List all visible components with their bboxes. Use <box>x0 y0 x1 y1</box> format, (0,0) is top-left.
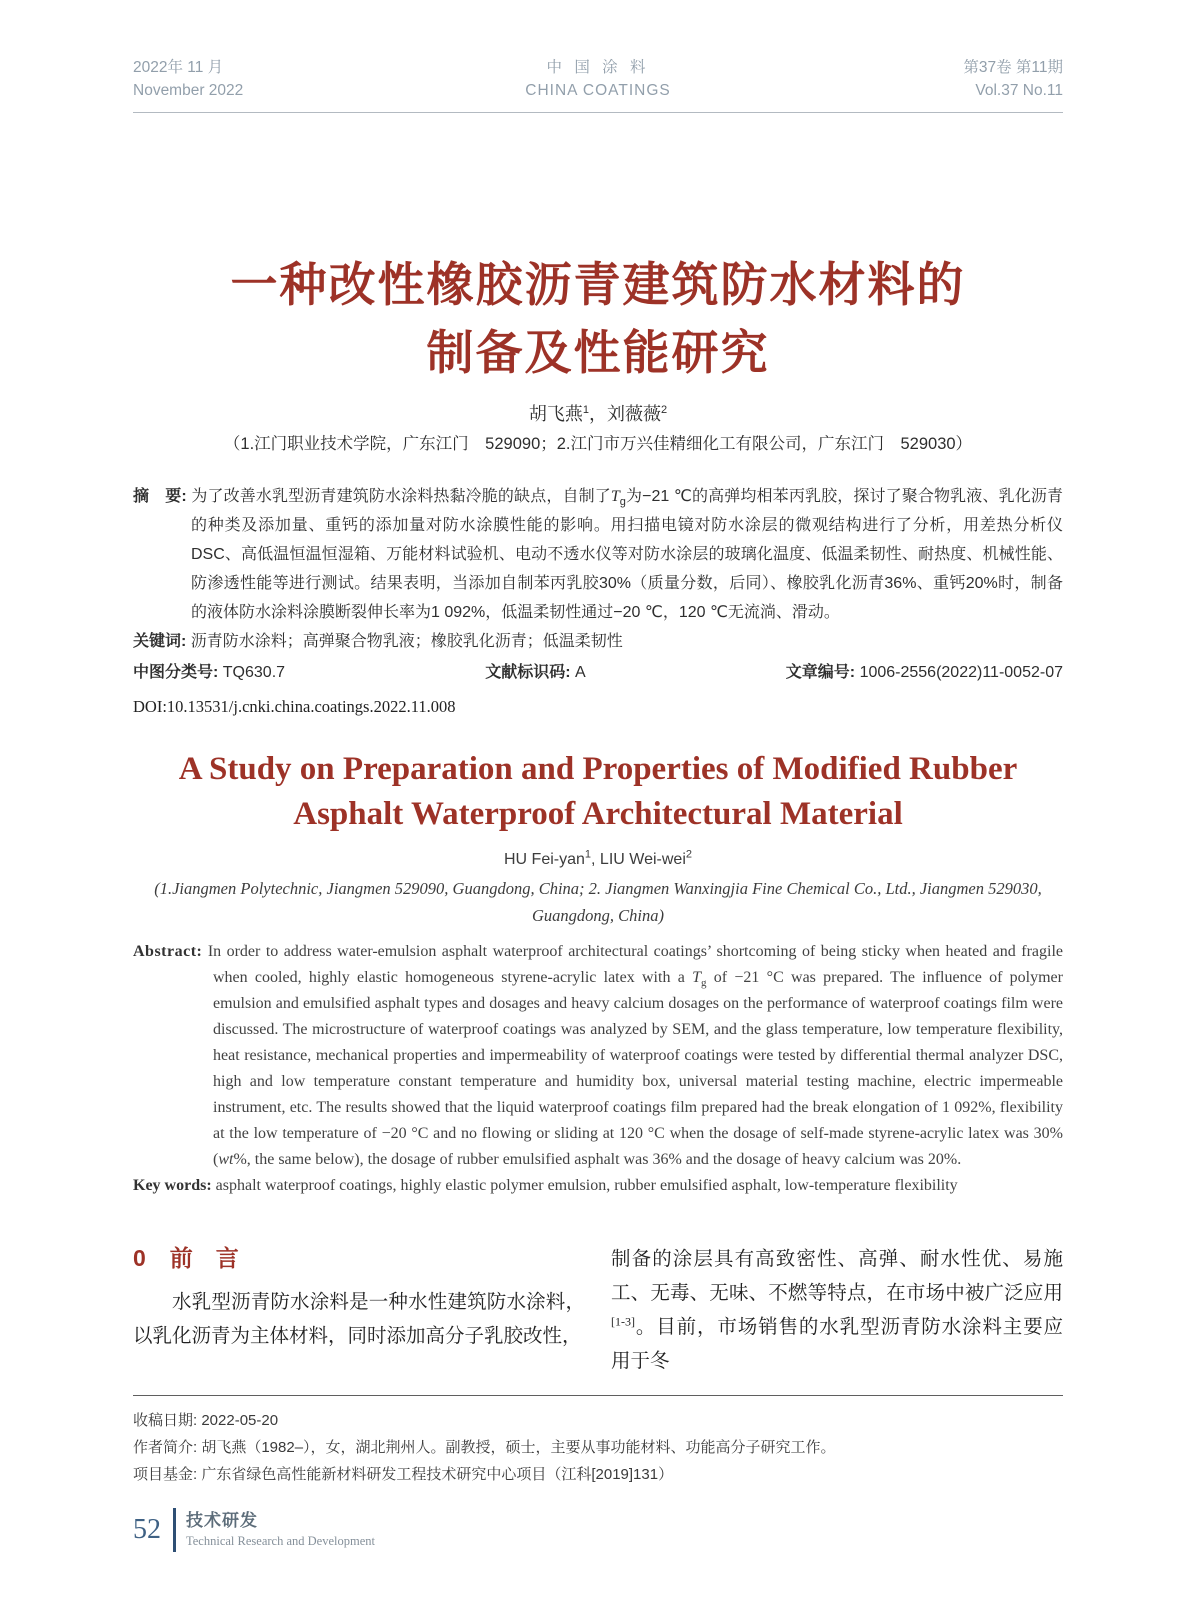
author-cn-1: 胡飞燕 <box>528 404 583 424</box>
document-code <box>485 661 585 685</box>
article-title-cn <box>133 251 1063 387</box>
article-id <box>786 661 1063 685</box>
header-journal-name <box>443 56 753 102</box>
article-id-label: 文章编号: <box>785 664 860 681</box>
footnotes <box>133 1395 1063 1488</box>
abstract-cn <box>133 482 1063 627</box>
clc-label: 中图分类号: <box>133 664 223 681</box>
authors-cn <box>133 403 1063 425</box>
keywords-en-label: Key words: <box>133 1177 216 1194</box>
abstract-cn-text-1: 为了改善水乳型沥青建筑防水涂料热黏冷脆的缺点，自制了 <box>191 488 611 505</box>
author-cn-1-affmark: 1 <box>582 404 589 416</box>
intro-right-column <box>611 1243 1063 1379</box>
section-0-title: 前 言 <box>169 1245 239 1271</box>
header-issue-cn: 第37卷 第11期 <box>963 59 1063 76</box>
tg-symbol: T <box>610 488 620 505</box>
author-en-2: LIU Wei-wei <box>599 851 686 868</box>
journal-name-cn: 中 国 涂 料 <box>546 59 650 76</box>
abstract-en <box>133 939 1063 1173</box>
abstract-en-text-1: In order to address water-emulsion asphalt waterproof architectural coatings’ shortcoming of being sticky when heated and fragile when cooled, highly elastic homogeneous styrene-acrylic latex with a <box>207 943 1063 986</box>
intro-paragraph-right <box>611 1243 1063 1379</box>
footer-column-name <box>186 1511 375 1549</box>
keywords-en <box>133 1173 1063 1199</box>
section-0-number: 0 <box>133 1245 146 1271</box>
journal-name-en: CHINA COATINGS <box>525 82 671 99</box>
intro-paragraph-left: 水乳型沥青防水涂料是一种水性建筑防水涂料，以乳化沥青为主体材料，同时添加高分子乳胶改性， <box>133 1292 585 1347</box>
tg-subscript-en: g <box>701 977 707 990</box>
article-title-cn-line2: 制备及性能研究 <box>426 326 770 379</box>
page-footer <box>133 1508 1063 1552</box>
abstract-cn-label: 摘 要: <box>133 488 187 505</box>
abstract-en-label: Abstract: <box>133 943 203 960</box>
wt-symbol: wt <box>218 1151 234 1168</box>
article-title-en-line1: A Study on Preparation and Properties of Modified Rubber <box>178 751 1018 787</box>
footnote-received-date: 收稿日期: 2022-05-20 <box>133 1412 279 1429</box>
author-cn-2: 刘薇薇 <box>607 404 661 424</box>
intro-right-text-2: 。目前，市场销售的水乳型沥青防水涂料主要应用于冬 <box>611 1317 1063 1372</box>
clc-number <box>133 661 285 685</box>
tg-symbol-en: T <box>692 969 701 986</box>
header-issue-en: Vol.37 No.11 <box>975 82 1063 99</box>
abstract-en-text-2: of −21 °C was prepared. The influence of polymer emulsion and emulsified asphalt types and dosages and heavy calcium dosages on the performance of waterproof coatings film were discussed. The microstructure of waterproof coatings was analyzed by SEM, and the glass temperature, low temperature flexibility, heat resistance, mechanical properties and impermeability of waterproof coatings were tested by differential thermal analyzer DSC, high and low temperature constant temperature and humidity box, universal material testing machine, electric impermeable instrument, etc. The results showed that the liquid waterproof coatings film prepared had the break elongation of 1 092%, flexibility at the low temperature of −20 °C and no flowing or sliding at 120 °C when the dosage of self-made styrene-acrylic latex was 30% ( <box>213 969 1063 1168</box>
doi: DOI:10.13531/j.cnki.china.coatings.2022.11.008 <box>133 697 456 716</box>
authors-en-separator: , <box>591 851 600 868</box>
footer-column-en: Technical Research and Development <box>186 1534 375 1548</box>
header-date-en: November 2022 <box>133 82 244 99</box>
authors-en <box>133 849 1063 871</box>
abstract-en-text-3: %, the same below), the dosage of rubber emulsified asphalt was 36% and the dosage of heavy calcium was 20%. <box>233 1151 962 1168</box>
keywords-cn-text: 沥青防水涂料；高弹聚合物乳液；橡胶乳化沥青；低温柔韧性 <box>190 633 623 650</box>
document-code-value: A <box>574 664 586 681</box>
affiliation-en: (1.Jiangmen Polytechnic, Jiangmen 529090, Guangdong, China; 2. Jiangmen Wanxingjia Fine Chemical Co., Ltd., Jiangmen 529030, Guangdong, China) <box>154 879 1042 925</box>
keywords-cn-label: 关键词: <box>133 633 191 650</box>
affiliation-cn: （1.江门职业技术学院，广东江门 529090；2.江门市万兴佳精细化工有限公司，广东江门 529030） <box>223 435 973 453</box>
author-en-1: HU Fei-yan <box>504 851 585 868</box>
footnote-fund-project: 项目基金: 广东省绿色高性能新材料研发工程技术研究中心项目（江科[2019]131） <box>133 1466 674 1483</box>
document-code-label: 文献标识码: <box>485 664 575 681</box>
intro-right-text-1: 制备的涂层具有高致密性、高弹、耐水性优、易施工、无毒、无味、不燃等特点，在市场中被广泛应用 <box>611 1249 1063 1304</box>
article-title-cn-line1: 一种改性橡胶沥青建筑防水材料的 <box>230 258 966 311</box>
authors-cn-separator: ， <box>589 404 607 424</box>
abstract-cn-text-2: 为−21 ℃的高弹均相苯丙乳胶，探讨了聚合物乳液、乳化沥青的种类及添加量、重钙的添加量对防水涂膜性能的影响。用扫描电镜对防水涂层的微观结构进行了分析，用差热分析仪DSC、高低温恒温恒湿箱、万能材料试验机、电动不透水仪等对防水涂层的玻璃化温度、低温柔韧性、耐热度、机械性能、防渗透性能等进行测试。结果表明，当添加自制苯丙乳胶30%（质量分数，后同）、橡胶乳化沥青36%、重钙20%时，制备的液体防水涂料涂膜断裂伸长率为1 092%，低温柔韧性通过−20 ℃，120 ℃无流淌、滑动。 <box>191 488 1063 621</box>
author-en-2-affmark: 2 <box>685 848 692 861</box>
header-date <box>133 56 443 102</box>
tg-subscript: g <box>619 496 626 509</box>
article-title-en <box>133 747 1063 837</box>
header-date-cn: 2022年 11 月 <box>133 59 224 76</box>
keywords-cn <box>133 627 1063 656</box>
page-number: 52 <box>133 1514 161 1545</box>
section-0-heading <box>133 1243 585 1273</box>
article-meta-row <box>133 661 1063 685</box>
footer-column-cn: 技术研发 <box>186 1511 258 1530</box>
introduction-section <box>133 1243 1063 1379</box>
article-id-value: 1006-2556(2022)11-0052-07 <box>859 664 1063 681</box>
journal-header <box>133 56 1063 113</box>
header-issue <box>753 56 1063 102</box>
footer-divider-bar <box>173 1508 176 1552</box>
citation-marker: [1-3] <box>611 1314 635 1329</box>
intro-left-column <box>133 1243 585 1379</box>
footnote-author-bio: 作者简介: 胡飞燕（1982–），女，湖北荆州人。副教授，硕士，主要从事功能材料、功能高分子研究工作。 <box>133 1439 836 1456</box>
author-en-1-affmark: 1 <box>584 848 592 861</box>
keywords-en-text: asphalt waterproof coatings, highly elastic polymer emulsion, rubber emulsified asphalt, low-temperature flexibility <box>215 1177 958 1194</box>
article-title-en-line2: Asphalt Waterproof Architectural Material <box>293 796 903 832</box>
clc-value: TQ630.7 <box>222 664 286 681</box>
author-cn-2-affmark: 2 <box>661 404 668 416</box>
